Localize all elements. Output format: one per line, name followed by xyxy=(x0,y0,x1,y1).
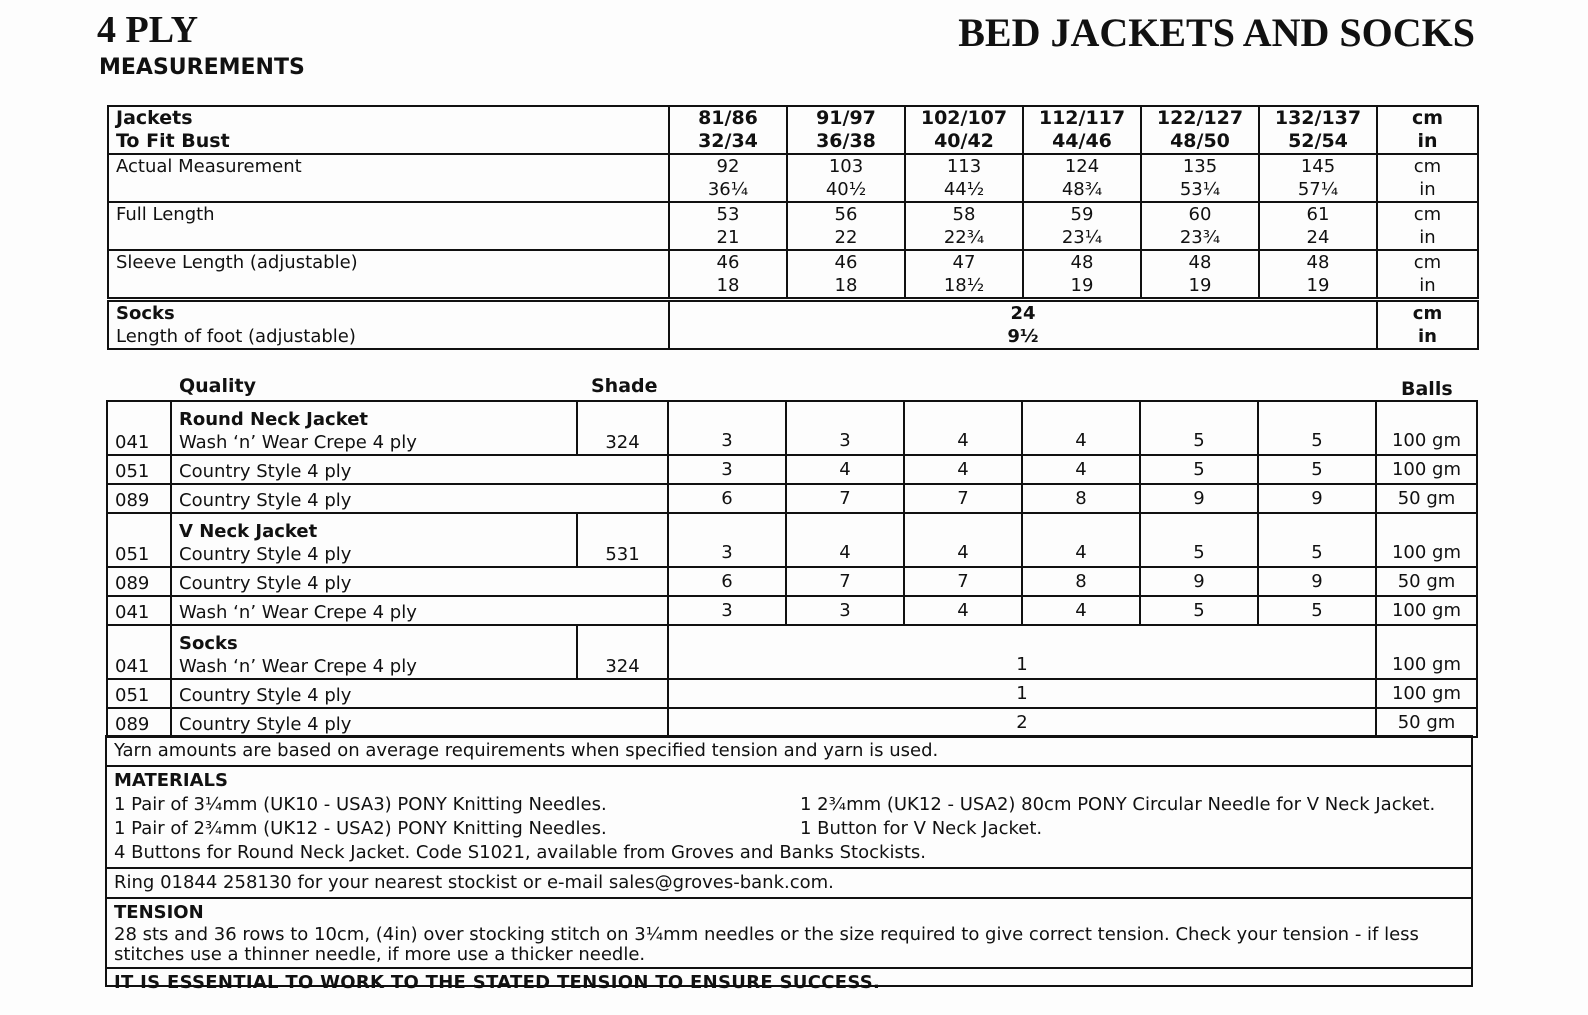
yarn-code: 089 xyxy=(107,708,171,737)
value-cm: 48 xyxy=(1070,252,1094,273)
value-in: 19 xyxy=(1070,275,1094,296)
row-label: Sleeve Length (adjustable) xyxy=(108,250,669,300)
balls-value: 4 xyxy=(904,455,1022,484)
size-in: 44/46 xyxy=(1052,130,1112,152)
shade-value: 531 xyxy=(577,513,668,567)
tension-warning: IT IS ESSENTIAL TO WORK TO THE STATED TENSION TO ENSURE SUCCESS. xyxy=(114,972,881,993)
yarn-row xyxy=(107,513,1477,567)
unit-cm: cm xyxy=(1413,252,1442,273)
size-cell xyxy=(669,106,787,154)
group-title: Round Neck Jacket xyxy=(179,409,368,430)
yarn-row xyxy=(107,625,1477,679)
value-cm: 56 xyxy=(834,204,858,225)
size-cm: 91/97 xyxy=(816,107,876,129)
balls-value: 5 xyxy=(1140,455,1258,484)
yarn-code: 051 xyxy=(107,455,171,484)
yarn-row xyxy=(107,401,1477,455)
value-cell xyxy=(905,250,1023,300)
value-cell xyxy=(1141,202,1259,250)
value-cell xyxy=(669,250,787,300)
value-in: 21 xyxy=(716,227,740,248)
value-in: 23¾ xyxy=(1179,227,1221,248)
ball-weight: 100 gm xyxy=(1376,513,1477,567)
value-cm: 61 xyxy=(1306,204,1330,225)
yarn-row xyxy=(107,596,1477,625)
balls-value: 9 xyxy=(1258,484,1376,513)
value-cell xyxy=(905,154,1023,202)
measurement-row-full-length xyxy=(108,202,1478,250)
yarn-quality: Country Style 4 ply xyxy=(179,544,352,565)
yarn-code: 089 xyxy=(107,484,171,513)
group-title: V Neck Jacket xyxy=(179,521,318,542)
size-cell xyxy=(1141,106,1259,154)
balls-header: Balls xyxy=(1401,378,1453,400)
yarn-code: 041 xyxy=(107,401,171,455)
ball-weight: 100 gm xyxy=(1376,625,1477,679)
material-item: 4 Buttons for Round Neck Jacket. Code S1021, available from Groves and Banks Stockists. xyxy=(114,842,926,863)
value-cm: 46 xyxy=(716,252,740,273)
size-in: 36/38 xyxy=(816,130,876,152)
yarn-quality: Wash ‘n’ Wear Crepe 4 ply xyxy=(179,656,417,677)
balls-value: 4 xyxy=(1022,455,1140,484)
yarn-row xyxy=(107,679,1477,708)
shade-value: 324 xyxy=(577,625,668,679)
unit-cell xyxy=(1377,250,1478,300)
balls-value: 3 xyxy=(668,455,786,484)
materials-list xyxy=(114,793,1463,841)
value-cell xyxy=(1023,154,1141,202)
yarn-code: 051 xyxy=(107,679,171,708)
balls-value: 7 xyxy=(786,484,904,513)
unit-in: in xyxy=(1417,130,1438,152)
value-cm: 124 xyxy=(1064,156,1100,177)
balls-value: 7 xyxy=(904,567,1022,596)
balls-value: 5 xyxy=(1258,455,1376,484)
shade-value: 324 xyxy=(577,401,668,455)
value-in: 23¼ xyxy=(1061,227,1103,248)
measurements-heading: MEASUREMENTS xyxy=(99,55,305,80)
value-cell xyxy=(1259,250,1377,300)
size-cm: 132/137 xyxy=(1274,107,1362,129)
value-in: 44½ xyxy=(943,179,985,200)
yarn-quality: Country Style 4 ply xyxy=(171,679,668,708)
value-cm: 46 xyxy=(834,252,858,273)
yarn-quality: Wash ‘n’ Wear Crepe 4 ply xyxy=(179,432,417,453)
value-in: 18 xyxy=(834,275,858,296)
balls-value: 6 xyxy=(668,484,786,513)
unit-in: in xyxy=(1418,326,1437,347)
balls-value: 5 xyxy=(1140,401,1258,455)
balls-value: 4 xyxy=(1022,401,1140,455)
ball-weight: 100 gm xyxy=(1376,679,1477,708)
yarn-quality: Country Style 4 ply xyxy=(171,708,668,737)
materials-heading: MATERIALS xyxy=(114,770,228,791)
ball-weight: 100 gm xyxy=(1376,455,1477,484)
size-cm: 122/127 xyxy=(1156,107,1244,129)
value-in: 22 xyxy=(834,227,858,248)
value-cell xyxy=(1141,250,1259,300)
measurement-row-actual xyxy=(108,154,1478,202)
value-cell xyxy=(1141,154,1259,202)
balls-value: 4 xyxy=(904,513,1022,567)
balls-value: 9 xyxy=(1258,567,1376,596)
tension-section xyxy=(107,899,1471,969)
row-label: Full Length xyxy=(108,202,669,250)
value-in: 18½ xyxy=(943,275,985,296)
balls-value: 3 xyxy=(786,596,904,625)
yarn-code: 041 xyxy=(107,625,171,679)
balls-value: 4 xyxy=(1022,596,1140,625)
balls-value: 5 xyxy=(1140,513,1258,567)
ball-weight: 50 gm xyxy=(1376,484,1477,513)
size-cell xyxy=(787,106,905,154)
balls-value: 9 xyxy=(1140,484,1258,513)
size-cm: 102/107 xyxy=(920,107,1008,129)
value-in: 19 xyxy=(1188,275,1212,296)
balls-value: 8 xyxy=(1022,484,1140,513)
yarn-quality-cell xyxy=(171,401,577,455)
value-cell xyxy=(1259,202,1377,250)
unit-in: in xyxy=(1419,275,1436,296)
value-cell xyxy=(669,154,787,202)
size-cell xyxy=(1023,106,1141,154)
size-cell xyxy=(905,106,1023,154)
balls-value: 4 xyxy=(1022,513,1140,567)
size-in: 32/34 xyxy=(698,130,758,152)
value-in: 40½ xyxy=(825,179,867,200)
balls-value: 5 xyxy=(1140,596,1258,625)
unit-cell xyxy=(1377,300,1478,350)
unit-cm: cm xyxy=(1412,303,1443,324)
value-in: 57¼ xyxy=(1297,179,1339,200)
balls-value: 5 xyxy=(1258,401,1376,455)
value-in: 53¼ xyxy=(1179,179,1221,200)
value-cell xyxy=(669,202,787,250)
yarn-code: 041 xyxy=(107,596,171,625)
size-in: 52/54 xyxy=(1288,130,1348,152)
balls-value: 7 xyxy=(904,484,1022,513)
unit-cell xyxy=(1377,106,1478,154)
yarn-requirements-table xyxy=(106,400,1478,738)
socks-label xyxy=(108,300,669,350)
balls-value: 3 xyxy=(668,596,786,625)
row-label: Actual Measurement xyxy=(108,154,669,202)
value-cell xyxy=(905,202,1023,250)
balls-value: 3 xyxy=(786,401,904,455)
balls-value: 6 xyxy=(668,567,786,596)
size-header-row xyxy=(108,106,1478,154)
yarn-row xyxy=(107,455,1477,484)
ball-weight: 50 gm xyxy=(1376,567,1477,596)
yarn-row xyxy=(107,484,1477,513)
unit-in: in xyxy=(1419,179,1436,200)
value-cell xyxy=(1023,250,1141,300)
balls-value: 4 xyxy=(786,513,904,567)
value-cm: 58 xyxy=(952,204,976,225)
value-cm: 47 xyxy=(952,252,976,273)
value-cm: 113 xyxy=(946,156,982,177)
value-cm: 92 xyxy=(716,156,740,177)
balls-value: 7 xyxy=(786,567,904,596)
value-in: 22¾ xyxy=(943,227,985,248)
unit-cell xyxy=(1377,202,1478,250)
balls-value-all-sizes: 1 xyxy=(668,625,1376,679)
quality-header: Quality xyxy=(179,375,256,397)
value-cm: 135 xyxy=(1182,156,1218,177)
balls-value: 8 xyxy=(1022,567,1140,596)
yarn-note: Yarn amounts are based on average requirements when specified tension and yarn is used. xyxy=(107,737,1471,767)
size-header-label xyxy=(108,106,669,154)
value-in: 36¼ xyxy=(707,179,749,200)
value-cm: 48 xyxy=(1188,252,1212,273)
value-cell xyxy=(787,202,905,250)
balls-value-all-sizes: 1 xyxy=(668,679,1376,708)
unit-cm: cm xyxy=(1411,107,1444,129)
value-cm: 145 xyxy=(1300,156,1336,177)
pattern-title: BED JACKETS AND SOCKS xyxy=(958,10,1475,55)
value-in: 18 xyxy=(716,275,740,296)
value-cell xyxy=(787,250,905,300)
yarn-row xyxy=(107,708,1477,737)
yarn-quality: Country Style 4 ply xyxy=(171,455,668,484)
group-title: Socks xyxy=(179,633,238,654)
size-in: 48/50 xyxy=(1170,130,1230,152)
unit-in: in xyxy=(1419,227,1436,248)
value-in: 48¾ xyxy=(1061,179,1103,200)
value-cm: 48 xyxy=(1306,252,1330,273)
balls-value: 9 xyxy=(1140,567,1258,596)
balls-value: 4 xyxy=(786,455,904,484)
balls-value: 4 xyxy=(904,401,1022,455)
value-in: 9½ xyxy=(1007,326,1039,347)
value-cell xyxy=(1259,154,1377,202)
material-item: 1 Button for V Neck Jacket. xyxy=(800,818,1043,839)
value-cell xyxy=(787,154,905,202)
value-in: 24 xyxy=(1306,227,1330,248)
notes-box xyxy=(105,735,1473,993)
size-cm: 112/117 xyxy=(1038,107,1126,129)
ball-weight: 100 gm xyxy=(1376,401,1477,455)
unit-cell xyxy=(1377,154,1478,202)
material-item: 1 2¾mm (UK12 - USA2) 80cm PONY Circular Needle for V Neck Jacket. xyxy=(800,794,1436,815)
size-cell xyxy=(1259,106,1377,154)
value-cell xyxy=(1023,202,1141,250)
balls-value: 3 xyxy=(668,513,786,567)
yarn-quality-cell xyxy=(171,513,577,567)
unit-cm: cm xyxy=(1413,156,1442,177)
yarn-quality-cell xyxy=(171,625,577,679)
socks-title: Socks xyxy=(116,303,175,324)
material-item: 1 Pair of 3¼mm (UK10 - USA3) PONY Knitting Needles. xyxy=(114,794,607,815)
tension-heading: TENSION xyxy=(114,902,204,923)
balls-value: 5 xyxy=(1258,513,1376,567)
stockist-note: Ring 01844 258130 for your nearest stockist or e-mail sales@groves-bank.com. xyxy=(107,869,1471,899)
size-cm: 81/86 xyxy=(698,107,758,129)
yarn-code: 089 xyxy=(107,567,171,596)
shade-header: Shade xyxy=(591,375,658,397)
value-cm: 60 xyxy=(1188,204,1212,225)
yarn-code: 051 xyxy=(107,513,171,567)
value-cm: 24 xyxy=(1010,303,1036,324)
materials-section xyxy=(107,767,1471,869)
foot-length-label: Length of foot (adjustable) xyxy=(116,326,356,347)
balls-value: 3 xyxy=(668,401,786,455)
unit-cm: cm xyxy=(1413,204,1442,225)
measurements-table xyxy=(107,105,1479,350)
pattern-weight-title: 4 PLY xyxy=(97,9,199,51)
value-in: 19 xyxy=(1306,275,1330,296)
ball-weight: 50 gm xyxy=(1376,708,1477,737)
jackets-label: Jackets xyxy=(116,107,193,129)
yarn-quality: Country Style 4 ply xyxy=(171,567,668,596)
foot-length-value xyxy=(669,300,1377,350)
value-cm: 103 xyxy=(828,156,864,177)
tension-text: 28 sts and 36 rows to 10cm, (4in) over stocking stitch on 3¼mm needles or the size required to give correct tension. Check your tension - if less stitches use a thinner needle, if more use a thicker needle. xyxy=(114,924,1419,965)
measurement-row-sleeve xyxy=(108,250,1478,300)
ball-weight: 100 gm xyxy=(1376,596,1477,625)
size-in: 40/42 xyxy=(934,130,994,152)
value-cm: 59 xyxy=(1070,204,1094,225)
value-cm: 53 xyxy=(716,204,740,225)
yarn-row xyxy=(107,567,1477,596)
yarn-quality: Wash ‘n’ Wear Crepe 4 ply xyxy=(171,596,668,625)
to-fit-bust-label: To Fit Bust xyxy=(116,130,230,152)
yarn-quality: Country Style 4 ply xyxy=(171,484,668,513)
balls-value: 5 xyxy=(1258,596,1376,625)
material-item: 1 Pair of 2¾mm (UK12 - USA2) PONY Knitting Needles. xyxy=(114,818,607,839)
balls-value-all-sizes: 2 xyxy=(668,708,1376,737)
balls-value: 4 xyxy=(904,596,1022,625)
socks-measurement-row xyxy=(108,300,1478,350)
